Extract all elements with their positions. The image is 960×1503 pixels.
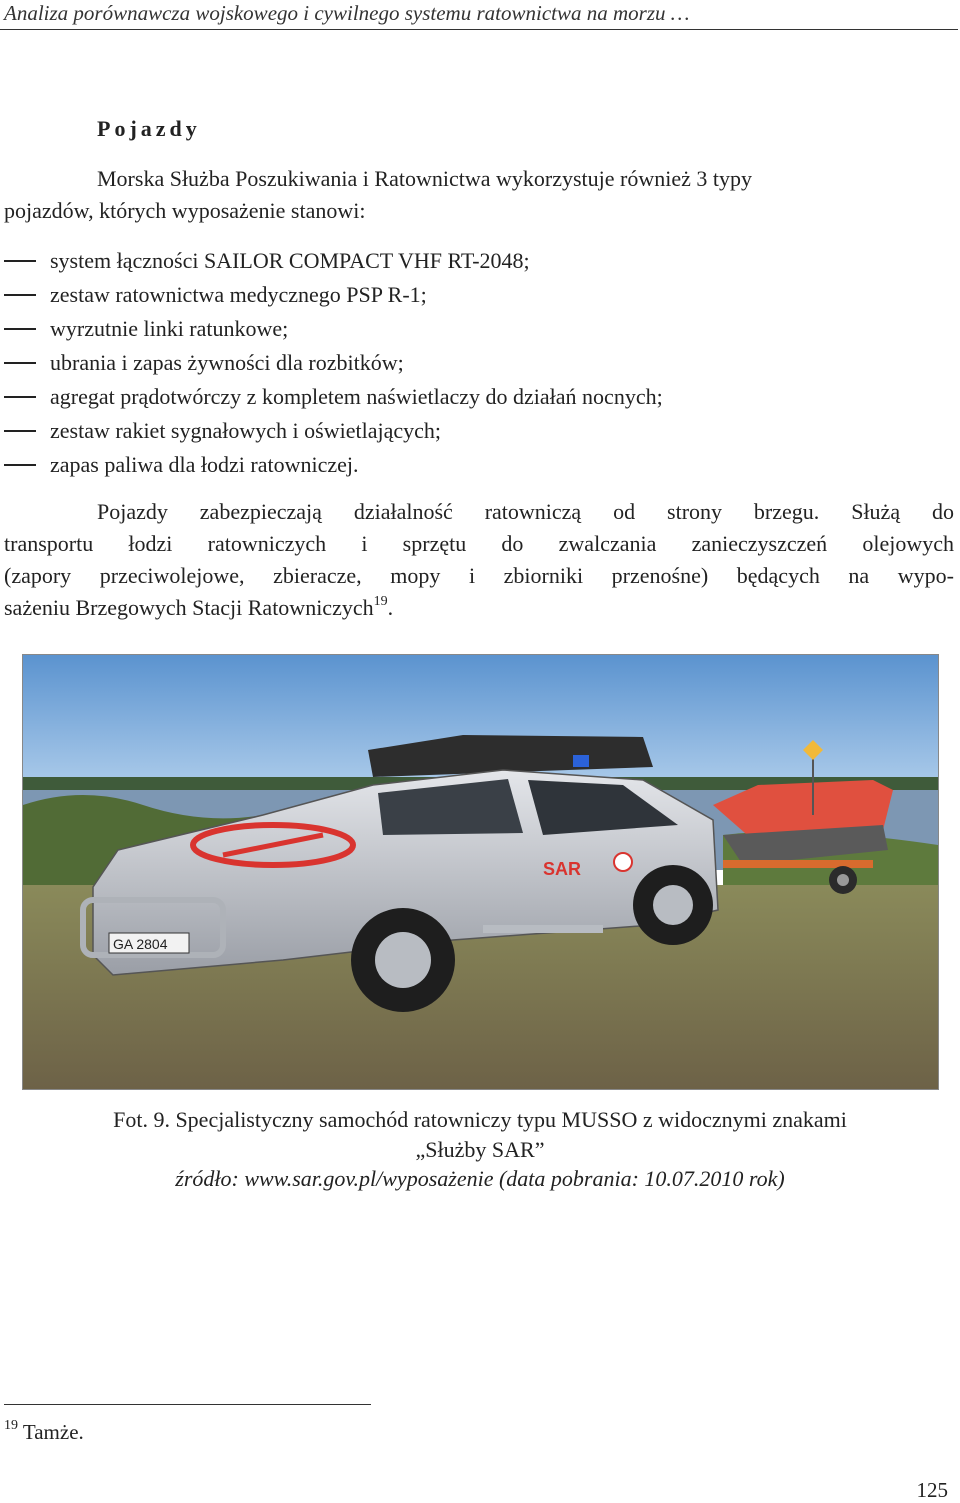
dash-bullet <box>4 396 36 398</box>
figure-source: źródło: www.sar.gov.pl/wyposażenie (data pobrania: 10.07.2010 rok) <box>175 1166 785 1191</box>
sar-door-label: SAR <box>543 859 582 879</box>
footnote-text: Tamże. <box>22 1420 84 1444</box>
figure-caption-continued: „Służby SAR” <box>415 1137 545 1162</box>
list-item: ubrania i zapas żywności dla rozbitków; <box>4 346 904 380</box>
footnote-divider <box>4 1404 371 1405</box>
boat-trailer <box>723 860 873 868</box>
dash-bullet <box>4 294 36 296</box>
svg-text:GA 2804: GA 2804 <box>113 936 168 952</box>
list-item: system łączności SAILOR COMPACT VHF RT-2048; <box>4 244 904 278</box>
dash-bullet <box>4 328 36 330</box>
page-number: 125 <box>916 1478 948 1502</box>
side-step <box>483 925 603 933</box>
body-line-1: Pojazdy zabezpieczają działalność ratowniczą od strony brzegu. Służą do <box>97 499 954 524</box>
beacon-light <box>573 755 589 767</box>
body-line-2: transportu łodzi ratowniczych i sprzętu do zwalczania zanieczyszczeń olejowych <box>4 531 954 556</box>
intro-paragraph <box>4 163 954 227</box>
body-line-4: sażeniu Brzegowych Stacji Ratowniczych$^{19}$. <box>4 594 394 620</box>
intro-line-1: Morska Służba Poszukiwania i Ratownictwa wykorzystuje również 3 typy <box>97 166 752 191</box>
running-header <box>0 0 958 30</box>
equipment-list <box>4 244 904 482</box>
list-item: agregat prądotwórczy z kompletem naświetlaczy do działań nocnych; <box>4 380 904 414</box>
body-line-3: (zapory przeciwolejowe, zbieracze, mopy i zbiorniki przenośne) będących na wypo- <box>4 563 954 588</box>
footnote-number: 19 <box>4 1418 18 1433</box>
section-heading: Pojazdy <box>97 116 201 141</box>
body-paragraph <box>4 496 954 624</box>
footnote <box>4 1420 84 1445</box>
intro-line-2: pojazdów, których wyposażenie stanowi: <box>4 198 366 223</box>
footnote-reference: 19 <box>373 594 388 609</box>
list-item: zestaw ratownictwa medycznego PSP R-1; <box>4 278 904 312</box>
figure-caption: Fot. 9. Specjalistyczny samochód ratowniczy typu MUSSO z widocznymi znakami <box>113 1107 847 1132</box>
running-title: Analiza porównawcza wojskowego i cywilnego systemu ratownictwa na morzu … <box>4 1 690 25</box>
list-item: wyrzutnie linki ratunkowe; <box>4 312 904 346</box>
list-item: zestaw rakiet sygnałowych i oświetlających; <box>4 414 904 448</box>
photo-illustration <box>23 655 938 1089</box>
door-emblem <box>614 853 632 871</box>
list-item: zapas paliwa dla łodzi ratowniczej. <box>4 448 904 482</box>
dash-bullet <box>4 464 36 466</box>
dash-bullet <box>4 430 36 432</box>
dash-bullet <box>4 260 36 262</box>
dash-bullet <box>4 362 36 364</box>
rescue-vehicle-photo <box>22 654 939 1090</box>
